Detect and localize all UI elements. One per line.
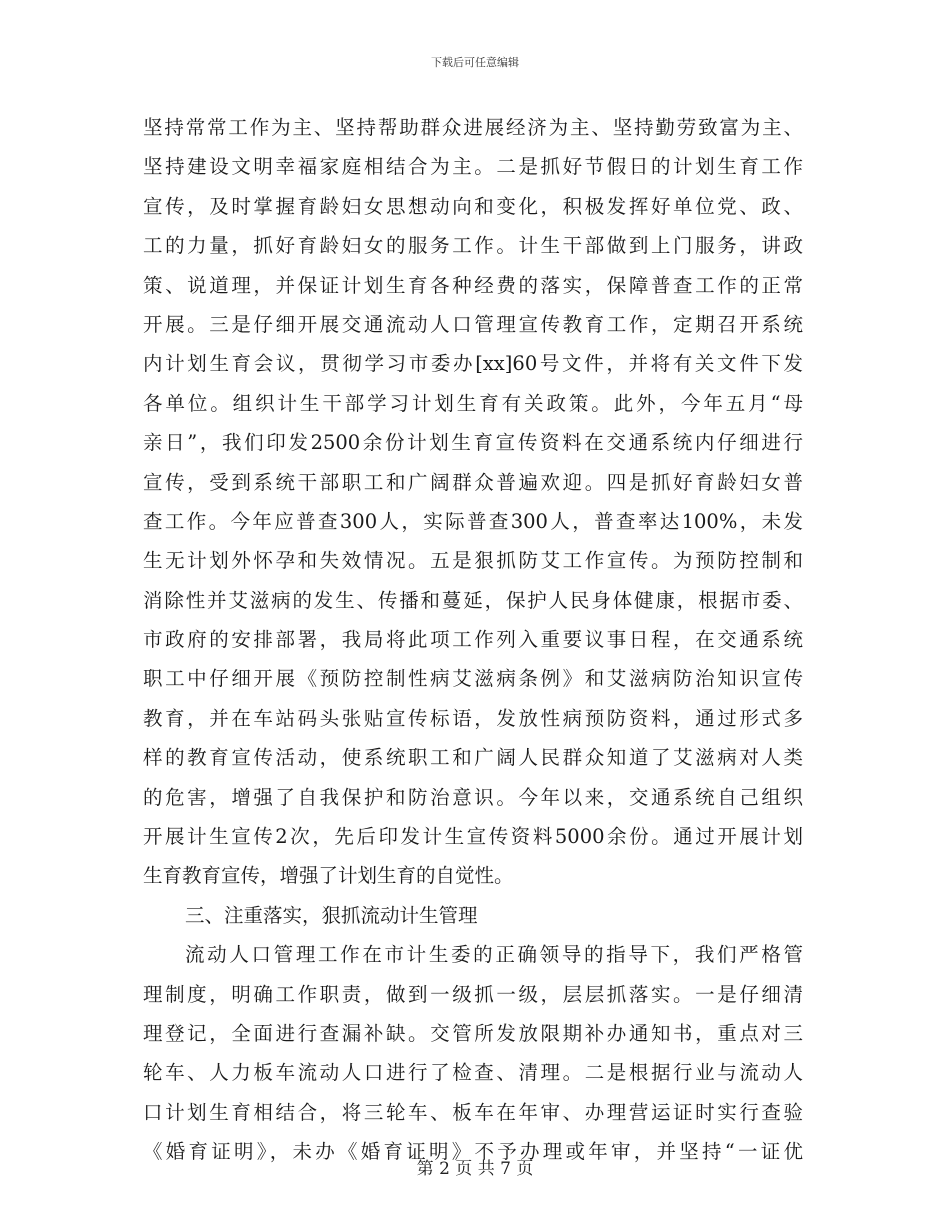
body-line: 宣传，及时掌握育龄妇女思想动向和变化，积极发挥好单位党、政、	[143, 194, 803, 218]
body-line: 的危害，增强了自我保护和防治意识。今年以来，交通系统自己组织	[143, 785, 803, 809]
body-line: 开展计生宣传2次，先后印发计生宣传资料5000余份。通过开展计划	[143, 825, 803, 849]
body-line: 流动人口管理工作在市计生委的正确领导的指导下，我们严格管	[185, 943, 803, 967]
page-header: 下载后可任意编辑	[431, 56, 519, 69]
body-line: 查工作。今年应普查300人，实际普查300人，普查率达100%，未发	[143, 509, 803, 533]
body-line: 理制度，明确工作职责，做到一级抓一级，层层抓落实。一是仔细清	[143, 982, 803, 1006]
body-line: 开展。三是仔细开展交通流动人口管理宣传教育工作，定期召开系统	[143, 312, 803, 336]
body-line: 职工中仔细开展《预防控制性病艾滋病条例》和艾滋病防治知识宣传	[143, 667, 803, 691]
body-line: 生育教育宣传，增强了计划生育的自觉性。	[143, 864, 514, 888]
body-line: 生无计划外怀孕和失效情况。五是狠抓防艾工作宣传。为预防控制和	[143, 549, 803, 573]
page-number: 第 2 页 共 7 页	[416, 1159, 534, 1179]
body-line: 《婚育证明》，未办《婚育证明》不予办理或年审，并坚持“一证优	[143, 1140, 803, 1164]
body-line: 工的力量，抓好育龄妇女的服务工作。计生干部做到上门服务，讲政	[143, 234, 803, 258]
body-line: 轮车、人力板车流动人口进行了检查、清理。二是根据行业与流动人	[143, 1061, 803, 1085]
document-body	[143, 108, 803, 1172]
section-heading: 三、注重落实，狠抓流动计生管理	[185, 903, 478, 927]
body-line: 内计划生育会议，贯彻学习市委办[xx]60号文件，并将有关文件下发	[143, 352, 803, 376]
body-line: 宣传，受到系统干部职工和广阔群众普遍欢迎。四是抓好育龄妇女普	[143, 470, 803, 494]
body-line: 教育，并在车站码头张贴宣传标语，发放性病预防资料，通过形式多	[143, 706, 803, 730]
body-line: 市政府的安排部署，我局将此项工作列入重要议事日程，在交通系统	[143, 628, 803, 652]
body-line: 坚持常常工作为主、坚持帮助群众进展经济为主、坚持勤劳致富为主、	[143, 116, 803, 139]
body-line: 口计划生育相结合，将三轮车、板车在年审、办理营运证时实行查验	[143, 1100, 803, 1124]
body-line: 坚持建设文明幸福家庭相结合为主。二是抓好节假日的计划生育工作	[143, 155, 803, 179]
body-line: 样的教育宣传活动，使系统职工和广阔人民群众知道了艾滋病对人类	[143, 746, 803, 770]
body-line: 策、说道理，并保证计划生育各种经费的落实，保障普查工作的正常	[143, 273, 803, 297]
body-line: 理登记，全面进行查漏补缺。交管所发放限期补办通知书，重点对三	[143, 1021, 803, 1045]
body-line: 消除性并艾滋病的发生、传播和蔓延，保护人民身体健康，根据市委、	[143, 588, 803, 612]
body-line: 亲日”，我们印发2500余份计划生育宣传资料在交通系统内仔细进行	[143, 431, 803, 455]
body-line: 各单位。组织计生干部学习计划生育有关政策。此外，今年五月“母	[143, 391, 803, 415]
